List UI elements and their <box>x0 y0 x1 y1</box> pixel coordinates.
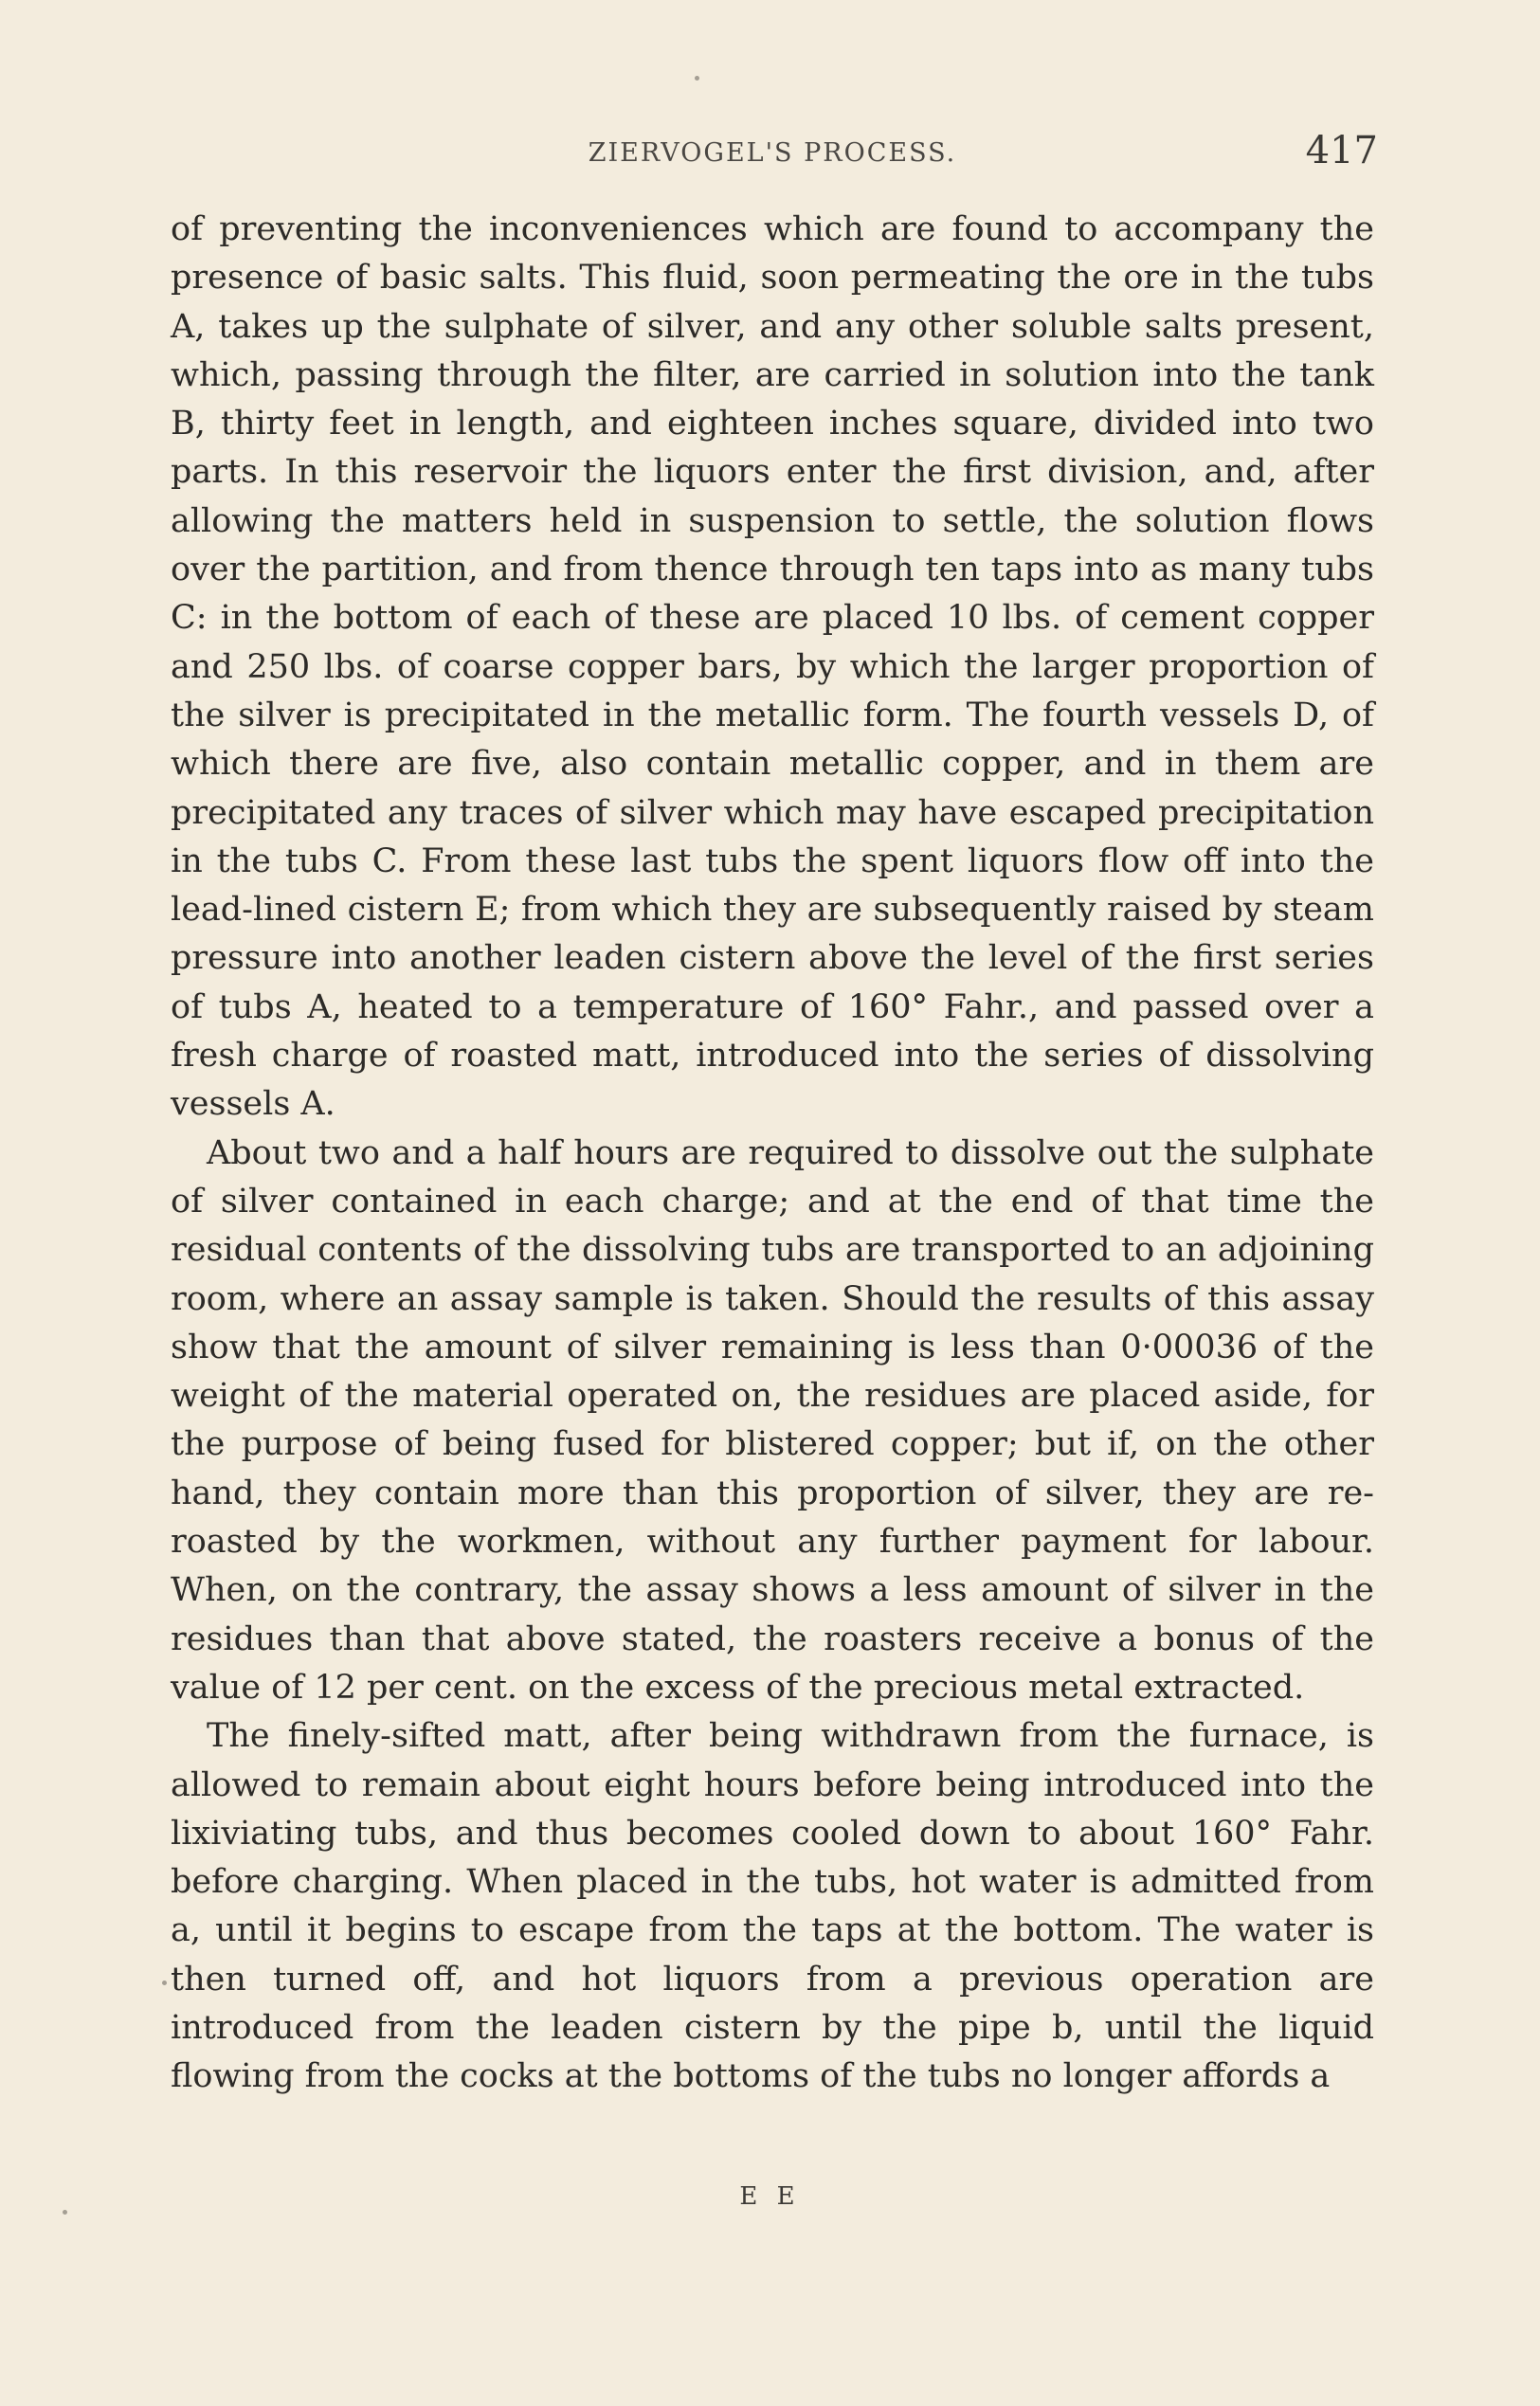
page-number: 417 <box>1305 129 1378 172</box>
paper-speck <box>162 1981 167 1985</box>
paper-speck <box>695 76 699 81</box>
running-title: ZIERVOGEL'S PROCESS. <box>588 138 957 168</box>
body-text <box>171 206 1374 2102</box>
paragraph-continued: of preventing the inconveniences which are found to accompany the presence of basic salts. This fluid, soon permeating the ore in the tubs A, takes up the sulphate of silver, and any other soluble salts present, which, passing through the filter, are carried in solution into the tank B, thirty feet in length, and eighteen inches square, divided into two parts. In this reservoir the liquors enter the first division, and, after allowing the matters held in suspension to settle, the solution flows over the partition, and from thence through ten taps into as many tubs C: in the bottom of each of these are placed 10 lbs. of cement copper and 250 lbs. of coarse copper bars, by which the larger proportion of the silver is precipitated in the metallic form. The fourth vessels D, of which there are five, also contain metallic copper, and in them are precipitated any traces of silver which may have escaped precipitation in the tubs C. From these last tubs the spent liquors flow off into the lead-lined cistern E; from which they are subsequently raised by steam pressure into another leaden cistern above the level of the first series of tubs A, heated to a temperature of 160° Fahr., and passed over a fresh charge of roasted matt, introduced into the series of dissolving vessels A. <box>171 210 1374 1124</box>
signature-mark: E E <box>739 2182 801 2211</box>
paragraph-dissolution-time: About two and a half hours are required to dissolve out the sulphate of silver contained in each charge; and at the end of that time the residual contents of the dissolving tubs are transported to an adjoining room, where an assay sample is taken. Should the results of this assay show that the amount of silver remaining is less than 0·00036 of the weight of the material operated on, the residues are placed aside, for the purpose of being fused for blistered copper; but if, on the other hand, they contain more than this proportion of silver, they are re-roasted by the workmen, without any further payment for labour. When, on the contrary, the assay shows a less amount of silver in the residues than that above stated, the roasters receive a bonus of the value of 12 per cent. on the excess of the precious metal extracted. <box>171 1133 1374 1707</box>
paper-speck <box>63 2210 67 2215</box>
running-head <box>171 129 1378 178</box>
paragraph-sifted-matt: The finely-sifted matt, after being withdrawn from the furnace, is allowed to remain about eight hours before being introduced into the lixiviating tubs, and thus becomes cooled down to about 160° Fahr. before charging. When placed in the tubs, hot water is admitted from a, until it begins to escape from the taps at the bottom. The water is then turned off, and hot liquors from a previous operation are introduced from the leaden cistern by the pipe b, until the liquid flowing from the cocks at the bottoms of the tubs no longer affords a <box>171 1717 1374 2096</box>
